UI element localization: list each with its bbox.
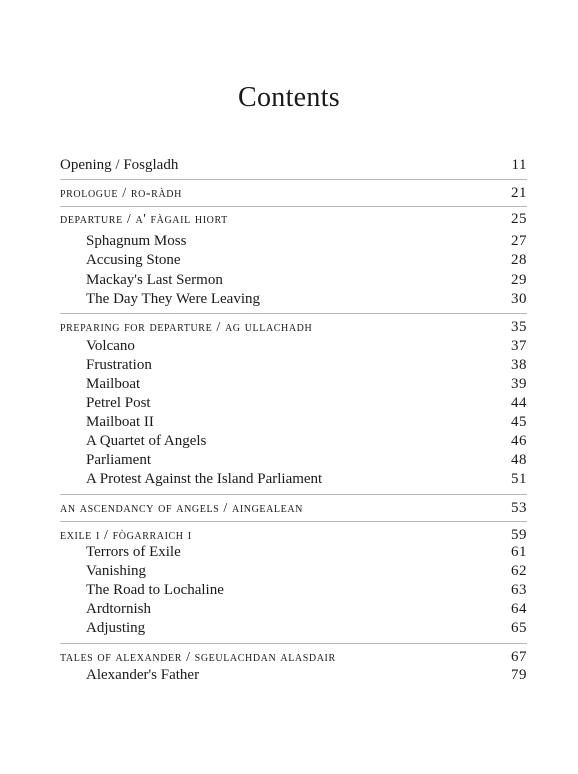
toc-entry-label: The Road to Lochaline [86, 582, 224, 598]
toc-entry[interactable] [60, 232, 527, 251]
section-divider [60, 521, 527, 522]
toc-section-label: preparing for departure / ag ullachadh [60, 320, 313, 335]
section-divider [60, 643, 527, 644]
toc-page-number: 27 [511, 233, 527, 249]
toc-page-number: 28 [511, 252, 527, 268]
toc-entry[interactable] [60, 375, 527, 394]
toc-page-number: 63 [511, 582, 527, 598]
toc-page-number: 11 [511, 157, 527, 173]
toc-entry-label: Vanishing [86, 563, 146, 579]
toc-entry[interactable] [60, 600, 527, 619]
toc-page-number: 29 [511, 272, 527, 288]
toc-entry-label: The Day They Were Leaving [86, 291, 261, 307]
toc-section-preparing[interactable] [60, 318, 527, 337]
toc-entry[interactable] [60, 666, 527, 685]
toc-section-angels[interactable] [60, 499, 527, 518]
table-of-contents [60, 0, 527, 774]
toc-page-number: 64 [511, 601, 527, 617]
toc-page-number: 51 [511, 471, 527, 487]
toc-entry-label: Opening / Fosgladh [60, 157, 179, 173]
toc-page-number: 38 [511, 357, 527, 373]
toc-page-number: 53 [511, 500, 527, 516]
toc-entry[interactable] [60, 451, 527, 470]
toc-entry[interactable] [60, 290, 527, 309]
toc-section-alexander[interactable] [60, 648, 527, 667]
toc-entry-label: Sphagnum Moss [86, 233, 187, 249]
toc-page-number: 44 [511, 395, 527, 411]
toc-entry-opening[interactable] [60, 156, 527, 175]
toc-section-label: an ascendancy of angels / aingealean [60, 501, 303, 516]
toc-section-label: tales of alexander / sgeulachdan alasdair [60, 650, 336, 665]
toc-entry[interactable] [60, 432, 527, 451]
toc-entry[interactable] [60, 271, 527, 290]
toc-page-number: 62 [511, 563, 527, 579]
toc-entry-label: Terrors of Exile [86, 544, 181, 560]
toc-entry[interactable] [60, 356, 527, 375]
toc-entry-label: Petrel Post [86, 395, 151, 411]
toc-entry-label: Adjusting [86, 620, 146, 636]
toc-page-number: 37 [511, 338, 527, 354]
toc-entry-label: Accusing Stone [86, 252, 181, 268]
toc-entry[interactable] [60, 543, 527, 562]
toc-entry-label: Volcano [86, 338, 135, 354]
toc-entry-label: A Protest Against the Island Parliament [86, 471, 323, 487]
toc-entry-label: Parliament [86, 452, 151, 468]
toc-entry-label: Frustration [86, 357, 152, 373]
toc-page-number: 45 [511, 414, 527, 430]
section-divider [60, 494, 527, 495]
toc-page-number: 25 [511, 211, 527, 227]
page-title: Contents [238, 82, 340, 113]
toc-entry-label: Mackay's Last Sermon [86, 272, 223, 288]
toc-entry[interactable] [60, 394, 527, 413]
toc-entry[interactable] [60, 413, 527, 432]
toc-entry-label: Alexander's Father [86, 667, 200, 683]
toc-entry-label: Mailboat [86, 376, 141, 392]
toc-page-number: 59 [511, 527, 527, 543]
toc-entry[interactable] [60, 619, 527, 638]
toc-page-number: 65 [511, 620, 527, 636]
toc-section-label: exile i / fògarraich i [60, 528, 192, 543]
toc-page-number: 39 [511, 376, 527, 392]
toc-entry[interactable] [60, 581, 527, 600]
toc-section-prologue[interactable] [60, 184, 527, 203]
toc-entry[interactable] [60, 251, 527, 270]
toc-section-label: prologue / ro-ràdh [60, 186, 182, 201]
toc-page-number: 48 [511, 452, 527, 468]
toc-section-departure[interactable] [60, 210, 527, 229]
toc-entry[interactable] [60, 470, 527, 489]
toc-entry-label: A Quartet of Angels [86, 433, 207, 449]
toc-page-number: 21 [511, 185, 527, 201]
toc-page-number: 79 [511, 667, 527, 683]
toc-page-number: 35 [511, 319, 527, 335]
toc-page-number: 30 [511, 291, 527, 307]
toc-entry-label: Mailboat II [86, 414, 154, 430]
toc-page-number: 67 [511, 649, 527, 665]
toc-page-number: 46 [511, 433, 527, 449]
toc-entry[interactable] [60, 337, 527, 356]
toc-section-label: departure / a' fàgail hiort [60, 212, 228, 227]
section-divider [60, 206, 527, 207]
toc-page-number: 61 [511, 544, 527, 560]
toc-entry[interactable] [60, 562, 527, 581]
toc-entry-label: Ardtornish [86, 601, 151, 617]
section-divider [60, 313, 527, 314]
section-divider [60, 179, 527, 180]
